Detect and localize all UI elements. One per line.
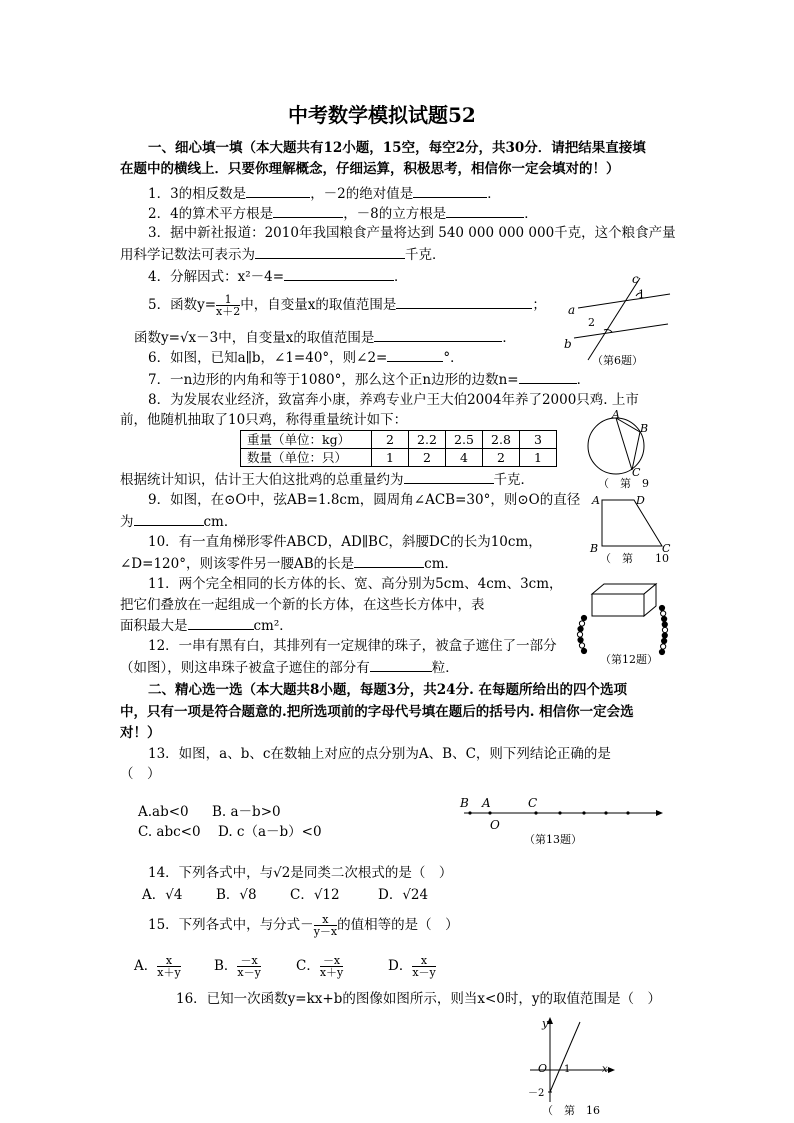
table-row-head: 数量（单位：只） [241, 449, 372, 467]
bead [662, 638, 667, 643]
figure-16-caption: （ 第 16 [542, 1104, 600, 1117]
answer-blank[interactable] [396, 294, 532, 309]
weight-table [240, 430, 557, 467]
question-13-line2[interactable]: （ ） [120, 766, 161, 782]
option-a[interactable]: A． $\frac{x}{x+y}$ [134, 954, 181, 979]
bead [662, 616, 667, 621]
question-11-line1: 11．两个完全相同的长方体的长、宽、高分别为5cm、4cm、3cm， [148, 576, 563, 592]
option-d[interactable]: D. c（a－b）<0 [218, 824, 322, 840]
question-3-line2: 用科学记数法可表示为 千克． [120, 244, 446, 265]
label-c: C [528, 796, 538, 810]
label-d: D [636, 494, 645, 507]
answer-blank[interactable] [413, 183, 487, 198]
question-10-line1: 10．有一直角梯形零件ABCD，AD∥BC，斜腰DC的长为10cm， [148, 534, 542, 550]
table-row-head: 重量（单位：kg） [241, 431, 372, 449]
answer-blank[interactable] [374, 327, 502, 342]
bead [662, 633, 667, 638]
figure-13 [456, 793, 666, 849]
question-12-line1: 12．一串有黑有白，其排列有一定规律的珠子，被盒子遮住了一部分 [148, 638, 557, 654]
answer-blank[interactable] [370, 657, 432, 672]
label-a: a [568, 303, 576, 317]
answer-blank[interactable] [188, 615, 254, 630]
label-neg2: －2 [528, 1088, 545, 1099]
table-cell: 2 [483, 449, 520, 467]
label-c: c [632, 272, 639, 286]
answer-blank[interactable] [284, 266, 394, 281]
answer-blank[interactable] [134, 511, 204, 526]
bead [661, 611, 666, 616]
table-row [241, 431, 557, 449]
weight-table-wrap [240, 430, 557, 467]
label-y: y [542, 1017, 549, 1030]
section2-header-line1: 二、精心选一选（本大题共8小题，每题3分，共24分. 在每题所给出的四个选项 [148, 682, 627, 698]
number-line-point [558, 811, 561, 814]
question-8-line3: 根据统计知识，估计王大伯这批鸡的总重量约为 千克． [120, 469, 534, 490]
number-line-point [626, 811, 629, 814]
question-6: 6．如图，已知a∥b，∠1=40°，则∠2= °． [148, 347, 464, 368]
question-15: 15．下列各式中，与分式－ $\frac{x}{y-x}$ 的值相等的是（ ） [148, 913, 459, 938]
bead [578, 626, 583, 631]
label-c: C [632, 466, 641, 479]
figure-13-caption: （第13题） [524, 833, 582, 846]
table-cell: 4 [446, 449, 483, 467]
box-front [592, 594, 644, 616]
table-cell: 2 [409, 449, 446, 467]
figure-16 [520, 1014, 620, 1118]
answer-blank[interactable] [354, 553, 424, 568]
answer-blank[interactable] [446, 203, 524, 218]
option-c[interactable]: C． $\frac{-x}{x+y}$ [296, 954, 344, 979]
question-4: 4．分解因式：x²－4= ． [148, 266, 408, 287]
answer-blank[interactable] [246, 183, 310, 198]
number-line-point [582, 811, 585, 814]
line-a [578, 294, 670, 308]
table-row [241, 449, 557, 467]
bead [581, 615, 586, 620]
label-b: B [590, 542, 599, 555]
label-x: x [602, 1064, 608, 1075]
page-title: 中考数学模拟试题52 [288, 103, 476, 127]
figure-9 [584, 408, 664, 490]
answer-blank[interactable] [255, 244, 405, 259]
bead [578, 637, 583, 642]
label-1: 1 [564, 1064, 571, 1075]
trapezoid-abcd [602, 500, 662, 546]
fraction: $\frac{1}{x+2}$ [216, 293, 241, 318]
fraction: $\frac{x}{y-x}$ [313, 913, 338, 938]
function-line [550, 1022, 580, 1092]
bead [659, 649, 664, 654]
number-line-point [488, 811, 491, 814]
answer-blank[interactable] [387, 347, 443, 362]
question-7: 7．一n边形的内角和等于1080°，那么这个正n边形的边数n= ． [148, 369, 590, 390]
question-13-line1: 13．如图，a、b、c在数轴上对应的点分别为A、B、C，则下列结论正确的是 [148, 746, 611, 762]
label-a: A [612, 408, 620, 421]
label-b: b [564, 337, 572, 351]
table-cell: 2.5 [446, 431, 483, 449]
bead [662, 627, 667, 632]
option-b[interactable]: B. a－b>0 [212, 804, 281, 820]
figure-6 [560, 272, 680, 372]
bead [659, 605, 664, 610]
option-b[interactable]: B． $\frac{-x}{x-y}$ [214, 954, 261, 979]
question-3-line1: 3．据中新社报道：2010年我国粮食产量将达到 540 000 000 000千克，这个粮食产量 [148, 225, 676, 241]
figure-10 [586, 490, 676, 566]
question-11-line3: 面积最大是 cm²． [120, 615, 293, 636]
question-5-line2: 函数y=√x－3中，自变量x的取值范围是 ． [134, 327, 516, 348]
table-cell: 1 [372, 449, 409, 467]
table-cell: 1 [520, 449, 557, 467]
bead [581, 648, 586, 653]
number-line-point [604, 811, 607, 814]
label-b: B [460, 796, 469, 810]
figure-10-caption: （ 第 10 [600, 552, 669, 565]
table-cell: 3 [520, 431, 557, 449]
answer-blank[interactable] [273, 203, 343, 218]
label-o: O [538, 1062, 548, 1075]
question-11-line2: 把它们叠放在一起组成一个新的长方体，在这些长方体中，表 [120, 597, 485, 613]
section2-header-line3: 对！） [120, 725, 161, 741]
option-b[interactable]: B．√8 [216, 887, 257, 903]
question-16: 16．已知一次函数y=kx+b的图像如图所示，则当x<0时，y的取值范围是（ ） [176, 991, 662, 1007]
label-2: 2 [588, 316, 595, 329]
question-1: 1．3的相反数是 ，－2的绝对值是 ． [148, 183, 501, 204]
question-8-line2: 前，他随机抽取了10只鸡，称得重量统计如下： [120, 412, 408, 428]
section1-header-line1: 一、细心填一填（本大题共有12小题，15空，每空2分，共30分．请把结果直接填 [148, 140, 646, 156]
x-arrow [608, 1067, 615, 1073]
figure-12 [570, 572, 680, 668]
option-d[interactable]: D． $\frac{x}{x-y}$ [388, 954, 436, 979]
arrow-head [656, 810, 663, 816]
figure-9-caption: （ 第 9 [598, 477, 649, 490]
question-5-line1: 5．函数y= $\frac{1}{x+2}$ 中，自变量x的取值范围是 ； [148, 293, 546, 318]
question-8-line1: 8．为发展农业经济，致富奔小康，养鸡专业户王大伯2004年养了2000只鸡. 上市 [148, 392, 639, 408]
table-cell: 2.2 [409, 431, 446, 449]
label-o: O [490, 818, 500, 832]
option-c[interactable]: C. abc<0 [138, 824, 201, 840]
bead [577, 632, 582, 637]
bead [579, 621, 584, 626]
question-9-line1: 9．如图，在⊙O中，弦AB=1.8cm，圆周角∠ACB=30°，则⊙O的直径 [148, 492, 581, 508]
line-c [588, 278, 640, 360]
section1-header-line2: 在题中的横线上．只要你理解概念，仔细运算，积极思考，相信你一定会填对的！） [120, 161, 620, 177]
label-c: C [662, 542, 671, 555]
bead [579, 643, 584, 648]
label-b: B [640, 422, 649, 435]
option-d[interactable]: D．√24 [378, 887, 429, 903]
question-14: 14．下列各式中，与√2是同类二次根式的是（ ） [148, 865, 453, 881]
label-a: A [592, 494, 600, 507]
figure-6-caption: （第6题） [592, 354, 643, 367]
option-c[interactable]: C．√12 [290, 887, 340, 903]
answer-blank[interactable] [404, 469, 494, 484]
question-10-line2: ∠D=120°，则该零件另一腰AB的长是 cm． [120, 553, 458, 574]
label-a: A [482, 796, 491, 810]
question-9-line2: 为 cm． [120, 511, 237, 532]
angle-2-arc [604, 329, 612, 332]
figure-12-caption: （第12题） [600, 653, 658, 666]
bead [662, 622, 667, 627]
question-2: 2．4的算术平方根是 ，－8的立方根是 ． [148, 203, 538, 224]
option-a[interactable]: A．√4 [142, 887, 183, 903]
table-cell: 2 [372, 431, 409, 449]
label-1: 1 [638, 288, 645, 301]
number-line-point [468, 811, 471, 814]
chord-bc [632, 432, 640, 470]
number-line-point [534, 811, 537, 814]
option-a[interactable]: A.ab<0 [138, 804, 189, 820]
section2-header-line2: 中，只有一项是符合题意的.把所选项前的字母代号填在题后的括号内. 相信你一定会选 [120, 704, 634, 720]
question-12-line2: （如图），则这串珠子被盒子遮住的部分有 粒． [120, 657, 459, 678]
bead [661, 644, 666, 649]
table-cell: 2.8 [483, 431, 520, 449]
